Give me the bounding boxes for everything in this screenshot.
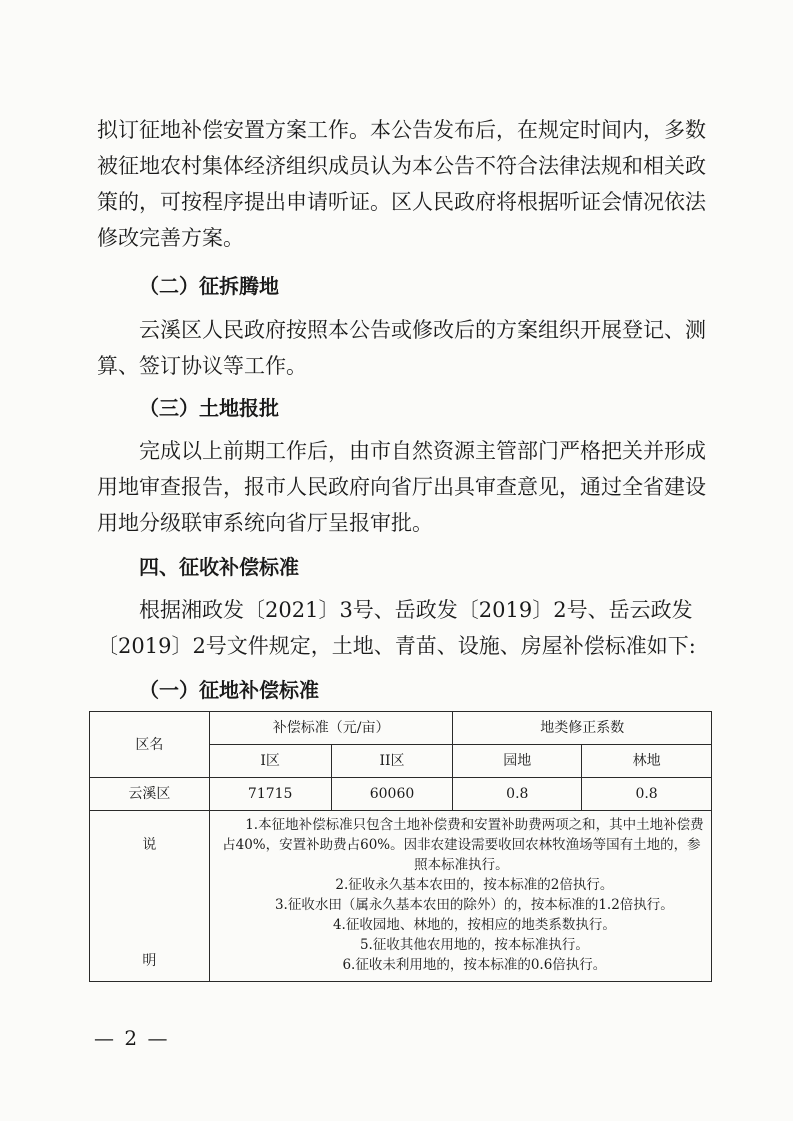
paragraph-land-approval: 完成以上前期工作后，由市自然资源主管部门严格把关并形成用地审查报告，报市人民政府向省厅出具审查意见，通过全省建设用地分级联审系统向省厅呈报审批。	[97, 439, 706, 535]
page-number: — 2 —	[94, 1026, 170, 1050]
notes-label-cell	[90, 811, 210, 982]
table-row	[90, 778, 712, 811]
header-garden: 园地	[453, 745, 582, 778]
heading-demolition: （二）征拆腾地	[139, 274, 279, 298]
header-zone-2: II区	[331, 745, 453, 778]
compensation-table	[89, 711, 712, 982]
header-forest: 林地	[582, 745, 712, 778]
header-zone-1: I区	[209, 745, 331, 778]
paragraph-hearing: 拟订征地补偿安置方案工作。本公告发布后，在规定时间内，多数被征地农村集体经济组织成员认为本公告不符合法律法规和相关政策的，可按程序提出申请听证。区人民政府将根据听证会情况依法修改完善方案。	[97, 118, 706, 250]
note-item: 1.本征地补偿标准只包含土地补偿费和安置补助费两项之和，其中土地补偿费占40%，安置补助费占60%。因非农建设需要收回农林牧渔场等国有土地的，参照本标准执行。	[222, 817, 704, 873]
cell-zone-2: 60060	[331, 778, 453, 811]
note-item: 5.征收其他农用地的，按本标准执行。	[359, 937, 589, 953]
paragraph-demolition: 云溪区人民政府按照本公告或修改后的方案组织开展登记、测算、签订协议等工作。	[97, 318, 706, 378]
note-item: 4.征收园地、林地的，按相应的地类系数执行。	[332, 917, 616, 933]
note-item: 2.征收永久基本农田的，按本标准的2倍执行。	[335, 877, 614, 893]
header-district: 区名	[90, 712, 210, 778]
header-standard: 补偿标准（元/亩）	[209, 712, 453, 745]
note-item: 6.征收未利用地的，按本标准的0.6倍执行。	[342, 957, 607, 973]
heading-land-compensation: （一）征地补偿标准	[139, 678, 319, 702]
header-coefficient: 地类修正系数	[453, 712, 712, 745]
cell-district: 云溪区	[90, 778, 210, 811]
heading-land-approval: （三）土地报批	[139, 396, 279, 420]
paragraph-policy-basis: 根据湘政发〔2021〕3号、岳政发〔2019〕2号、岳云政发〔2019〕2号文件规定，土地、青苗、设施、房屋补偿标准如下:	[97, 598, 696, 658]
cell-zone-1: 71715	[209, 778, 331, 811]
notes-label-second: 明	[142, 953, 157, 969]
notes-cell	[209, 811, 711, 982]
cell-garden: 0.8	[453, 778, 582, 811]
notes-label-first: 说	[142, 837, 157, 853]
cell-forest: 0.8	[582, 778, 712, 811]
heading-compensation-standard: 四、征收补偿标准	[139, 555, 299, 579]
note-item: 3.征收水田（属永久基本农田的除外）的，按本标准的1.2倍执行。	[274, 897, 674, 913]
